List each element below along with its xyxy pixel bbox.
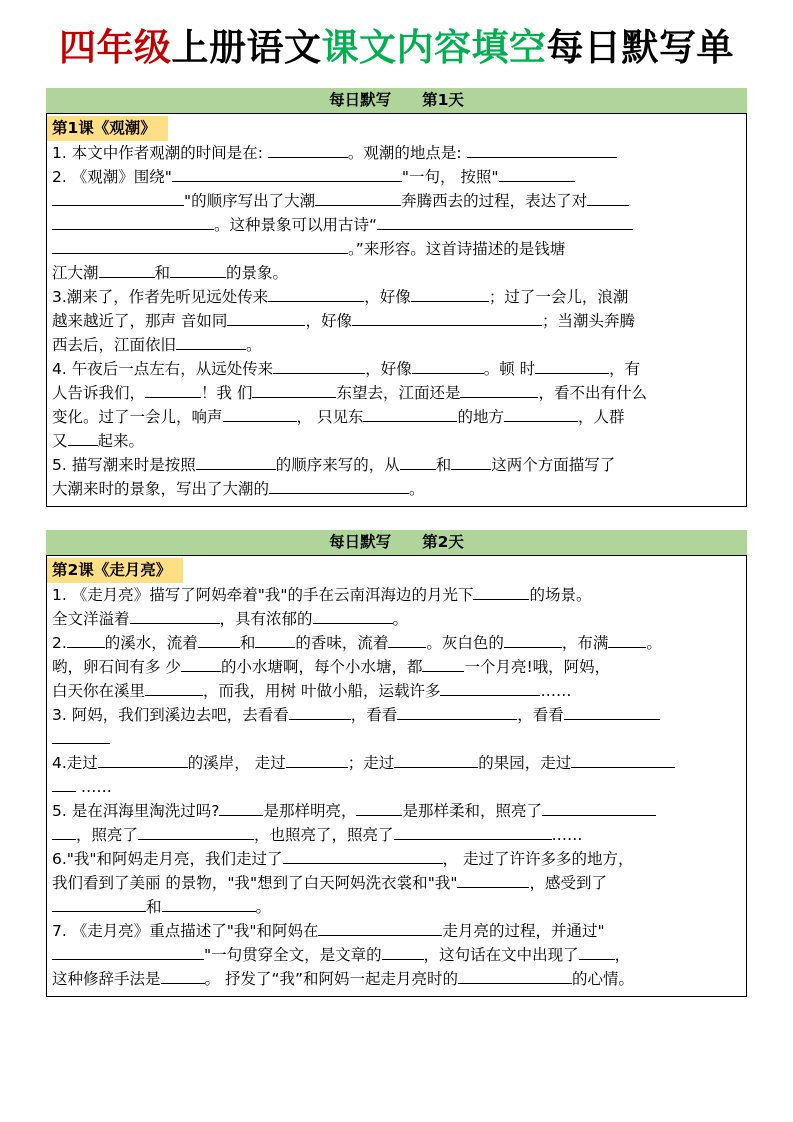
question-text: 的香味，流着 xyxy=(295,634,389,653)
question-text: 江大潮 xyxy=(52,264,99,283)
fill-blank xyxy=(176,334,246,350)
question-text: ， xyxy=(614,946,631,965)
question-box xyxy=(46,113,747,507)
fill-blank xyxy=(382,944,424,960)
fill-blank xyxy=(196,454,276,470)
fill-blank xyxy=(313,608,393,624)
fill-blank xyxy=(458,968,572,984)
question-line xyxy=(52,919,741,943)
question-text: ，看看 xyxy=(517,706,564,725)
question-text: ，看看 xyxy=(350,706,398,725)
question-text: 。 xyxy=(646,634,662,653)
question-line xyxy=(52,895,741,919)
fill-blank xyxy=(130,608,220,624)
question-text: 人告诉我们， xyxy=(52,384,146,403)
question-text: 的场景。 xyxy=(529,586,592,605)
question-text: 。观潮的地点是: xyxy=(347,144,467,163)
question-text: ， 只见东 xyxy=(296,408,364,427)
question-text: 一个月亮!哦，阿妈， xyxy=(464,658,611,677)
question-line xyxy=(52,141,741,165)
question-line xyxy=(52,213,741,237)
fill-blank xyxy=(172,166,402,182)
fill-blank xyxy=(181,656,221,672)
question-text: ，看不出有什么 xyxy=(538,384,647,403)
question-text: 的地方 xyxy=(457,408,504,427)
worksheet-section xyxy=(46,88,747,507)
question-text: ；当潮头奔腾 xyxy=(541,312,635,331)
fill-blank xyxy=(440,680,540,696)
fill-blank xyxy=(608,632,646,648)
lesson-title: 第1课《观潮》 xyxy=(47,116,168,141)
fill-blank xyxy=(269,478,409,494)
question-text: 。这种景象可以用古诗“ xyxy=(214,216,378,235)
fill-blank xyxy=(145,382,201,398)
question-text: ，好像 xyxy=(305,312,352,331)
fill-blank xyxy=(52,728,110,744)
question-line xyxy=(52,799,741,823)
question-text: ， 走过了许许多多的地方， xyxy=(442,850,634,869)
question-text: "的顺序写出了大潮 xyxy=(184,192,316,211)
question-text: "一句贯穿全文，是文章的 xyxy=(204,946,382,965)
question-text: 变化。过了一会儿，响声 xyxy=(52,408,223,427)
question-text: 1. 《走月亮》描写了阿妈牵着"我"的手在云南洱海边的月光下 xyxy=(52,586,474,605)
question-text: ；过了一会儿，浪潮 xyxy=(488,288,629,307)
question-text: ，具有浓郁的 xyxy=(219,610,313,629)
fill-blank xyxy=(315,190,401,206)
question-line xyxy=(52,237,741,261)
fill-blank xyxy=(397,704,517,720)
question-text: 东望去，江面还是 xyxy=(336,384,461,403)
fill-blank xyxy=(255,632,295,648)
fill-blank xyxy=(504,632,562,648)
question-text: ，有 xyxy=(609,360,641,379)
question-line xyxy=(52,381,741,405)
page-title xyxy=(46,24,747,72)
fill-blank xyxy=(499,166,575,182)
question-text: 的景象。 xyxy=(226,264,289,283)
fill-blank xyxy=(161,968,205,984)
question-text: ，而我，用树 叶做小船，运载许多 xyxy=(203,682,441,701)
fill-blank xyxy=(571,752,675,768)
lesson-title-line xyxy=(52,558,741,583)
fill-blank xyxy=(52,238,348,254)
question-text: 。 抒发了“我”和阿妈一起走月亮时的 xyxy=(204,970,459,989)
fill-blank xyxy=(394,824,552,840)
fill-blank xyxy=(352,310,542,326)
fill-blank xyxy=(52,824,76,840)
question-text: 这两个方面描写了 xyxy=(491,456,616,475)
fill-blank xyxy=(388,632,426,648)
question-text: 的顺序来写的，从 xyxy=(275,456,400,475)
lesson-title: 第2课《走月亮》 xyxy=(47,558,183,583)
fill-blank xyxy=(52,190,184,206)
question-text: 起来。 xyxy=(97,432,145,451)
question-text: 5. 是在洱海里淘洗过吗? xyxy=(52,802,220,821)
fill-blank xyxy=(356,800,402,816)
question-text: ，也照亮了，照亮了 xyxy=(254,826,394,845)
fill-blank xyxy=(52,944,204,960)
question-text: 的溪水，流着 xyxy=(104,634,198,653)
question-text: 。 xyxy=(409,480,425,499)
fill-blank xyxy=(473,584,529,600)
fill-blank xyxy=(52,214,214,230)
question-line xyxy=(52,727,741,751)
fill-blank xyxy=(467,142,617,158)
question-line xyxy=(52,285,741,309)
question-text: ，感受到了 xyxy=(529,874,607,893)
question-text: "一句， 按照" xyxy=(401,168,499,187)
question-line xyxy=(52,429,741,453)
question-text: ！我 们 xyxy=(201,384,253,403)
question-text: 奔腾西去的过程，表达了对 xyxy=(401,192,588,211)
question-text: 。 xyxy=(246,336,262,355)
fill-blank xyxy=(564,704,660,720)
fill-blank xyxy=(400,454,436,470)
question-text: ，布满 xyxy=(561,634,609,653)
question-text: 又 xyxy=(52,432,68,451)
question-line xyxy=(52,871,741,895)
question-text: …… xyxy=(76,778,112,797)
fill-blank xyxy=(219,800,263,816)
question-line xyxy=(52,847,741,871)
fill-blank xyxy=(504,406,578,422)
question-text: 4. 午夜后一点左右，从远处传来 xyxy=(52,360,274,379)
question-line xyxy=(52,631,741,655)
fill-blank xyxy=(286,752,348,768)
fill-blank xyxy=(542,800,656,816)
question-line xyxy=(52,775,741,799)
fill-blank xyxy=(170,262,226,278)
fill-blank xyxy=(273,358,365,374)
question-text: 我们看到了美丽 的景物，"我"想到了白天阿妈洗衣裳和"我" xyxy=(52,874,458,893)
question-text: 和 xyxy=(239,634,256,653)
question-text: 越来越近了，那声 音如同 xyxy=(52,312,228,331)
question-text: 。 xyxy=(392,610,409,629)
question-text: 和 xyxy=(435,456,452,475)
question-text: 的小水塘啊，每个小水塘，都 xyxy=(220,658,423,677)
question-text: 3.潮来了，作者先听见远处传来 xyxy=(52,288,269,307)
question-text: 4.走过 xyxy=(52,754,98,773)
question-text: 7. 《走月亮》重点描述了"我"和阿妈在 xyxy=(52,922,319,941)
fill-blank xyxy=(412,358,484,374)
worksheet-sections xyxy=(46,88,747,997)
question-text: 全文洋溢着 xyxy=(52,610,130,629)
title-grade: 四年级 xyxy=(59,26,172,69)
question-line xyxy=(52,679,741,703)
title-topic: 课文内容填空 xyxy=(321,26,547,69)
fill-blank xyxy=(460,382,538,398)
fill-blank xyxy=(587,190,629,206)
question-line xyxy=(52,189,741,213)
question-text: 大潮来时的景象，写出了大潮的 xyxy=(52,480,270,499)
question-line xyxy=(52,967,741,991)
question-line xyxy=(52,333,741,357)
question-text: …… xyxy=(540,682,572,701)
fill-blank xyxy=(268,142,348,158)
worksheet-section xyxy=(46,530,747,997)
fill-blank xyxy=(318,920,442,936)
fill-blank xyxy=(283,848,443,864)
fill-blank xyxy=(98,752,188,768)
fill-blank xyxy=(138,824,254,840)
fill-blank xyxy=(67,632,105,648)
fill-blank xyxy=(451,454,491,470)
question-text: 5. 描写潮来时是按照 xyxy=(52,456,196,475)
fill-blank xyxy=(579,944,615,960)
question-text: 的溪岸， 走过 xyxy=(187,754,286,773)
fill-blank xyxy=(457,872,529,888)
question-text: 这种修辞手法是 xyxy=(52,970,161,989)
question-text: 是那样明亮， xyxy=(263,802,357,821)
question-line xyxy=(52,583,741,607)
question-text: 。灰白色的 xyxy=(426,634,504,653)
question-line xyxy=(52,943,741,967)
fill-blank xyxy=(162,896,256,912)
fill-blank xyxy=(52,776,76,792)
question-line xyxy=(52,607,741,631)
question-text: 。”来形容。这首诗描述的是钱塘 xyxy=(348,240,566,259)
question-text: 。顿 时 xyxy=(483,360,536,379)
question-text: 2. 《观潮》围绕" xyxy=(52,168,172,187)
question-text: …… xyxy=(551,826,583,845)
fill-blank xyxy=(198,632,240,648)
fill-blank xyxy=(422,656,464,672)
question-text: 的果园，走过 xyxy=(478,754,572,773)
question-text: 1. 本文中作者观潮的时间是在: xyxy=(52,144,268,163)
question-line xyxy=(52,261,741,285)
fill-blank xyxy=(535,358,609,374)
question-text: 和 xyxy=(146,898,162,917)
question-box xyxy=(46,555,747,997)
fill-blank xyxy=(227,310,305,326)
question-text: 3. 阿妈，我们到溪边去吧，去看看 xyxy=(52,706,289,725)
question-text: 。 xyxy=(255,898,272,917)
fill-blank xyxy=(363,406,457,422)
fill-blank xyxy=(252,382,336,398)
question-line xyxy=(52,477,741,501)
fill-blank xyxy=(377,214,633,230)
question-text: ，好像 xyxy=(364,288,411,307)
question-text: 走月亮的过程，并通过" xyxy=(442,922,605,941)
question-line xyxy=(52,309,741,333)
fill-blank xyxy=(99,262,155,278)
question-text: 白天你在溪里 xyxy=(52,682,146,701)
question-line xyxy=(52,703,741,727)
question-text: ，这句话在文中出现了 xyxy=(423,946,579,965)
question-line xyxy=(52,655,741,679)
question-line xyxy=(52,165,741,189)
question-text: 西去后，江面依旧 xyxy=(52,336,177,355)
question-text: 6."我"和阿妈走月亮，我们走过了 xyxy=(52,850,283,869)
title-suffix: 每日默写单 xyxy=(546,26,734,69)
question-text: ，照亮了 xyxy=(76,826,139,845)
question-text: 是那样柔和，照亮了 xyxy=(402,802,542,821)
question-text: ，好像 xyxy=(365,360,412,379)
title-volume: 上册语文 xyxy=(171,26,322,69)
fill-blank xyxy=(68,430,98,446)
question-line xyxy=(52,453,741,477)
fill-blank xyxy=(394,752,478,768)
question-line xyxy=(52,751,741,775)
question-text: 的心情。 xyxy=(572,970,635,989)
question-line xyxy=(52,823,741,847)
question-text: ，人群 xyxy=(577,408,625,427)
fill-blank xyxy=(289,704,351,720)
question-text: 和 xyxy=(154,264,171,283)
fill-blank xyxy=(411,286,489,302)
day-header: 每日默写 第1天 xyxy=(46,88,747,113)
lesson-title-line xyxy=(52,116,741,141)
question-line xyxy=(52,405,741,429)
question-text: ；走过 xyxy=(347,754,395,773)
fill-blank xyxy=(145,680,203,696)
question-text: 哟，卵石间有多 少 xyxy=(52,658,181,677)
fill-blank xyxy=(52,896,146,912)
day-header: 每日默写 第2天 xyxy=(46,530,747,555)
question-line xyxy=(52,357,741,381)
question-text: 2. xyxy=(52,634,67,653)
fill-blank xyxy=(223,406,297,422)
fill-blank xyxy=(268,286,364,302)
